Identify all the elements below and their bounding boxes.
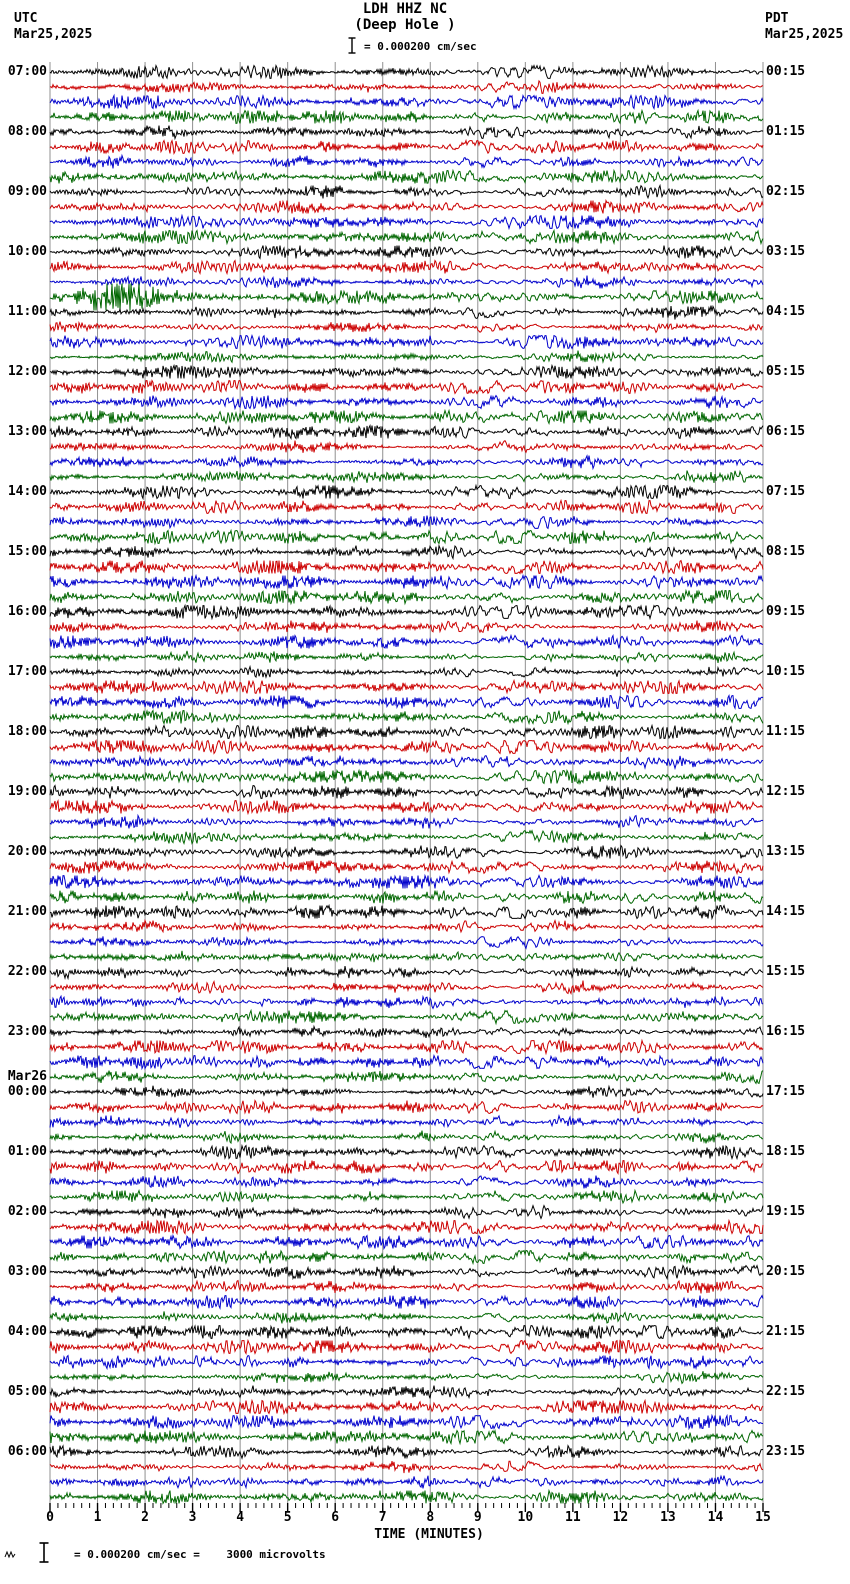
trace-row — [50, 741, 763, 754]
trace-row — [50, 201, 763, 214]
trace-row — [50, 1266, 763, 1279]
trace-row — [50, 126, 763, 139]
trace-row — [50, 1056, 763, 1069]
trace-row — [50, 906, 763, 919]
timezone-right: PDT — [765, 11, 789, 26]
trace-row — [50, 186, 763, 199]
trace-row — [50, 1371, 763, 1383]
trace-row — [50, 1386, 763, 1399]
trace-row — [50, 96, 763, 109]
trace-row — [50, 891, 763, 904]
pdt-hour-label: 21:15 — [766, 1324, 806, 1339]
utc-hour-label: 19:00 — [7, 784, 47, 799]
trace-row — [50, 1341, 763, 1354]
utc-hour-label: 04:00 — [7, 1324, 47, 1339]
utc-hour-label: 17:00 — [7, 664, 47, 679]
page-title: LDH HHZ NC — [362, 1, 448, 17]
trace-row — [50, 366, 763, 379]
trace-row — [50, 576, 763, 589]
trace-row — [50, 696, 763, 709]
minute-tick-label: 0 — [46, 1510, 54, 1525]
utc-hour-label: 21:00 — [7, 904, 47, 919]
trace-row — [50, 1071, 763, 1084]
trace-row — [50, 516, 763, 529]
trace-row — [50, 966, 763, 978]
trace-row — [50, 591, 763, 604]
trace-row — [50, 1146, 763, 1159]
pdt-hour-label: 10:15 — [766, 664, 806, 679]
minute-tick-label: 8 — [426, 1510, 435, 1525]
trace-row — [50, 1236, 763, 1249]
minute-tick-label: 7 — [378, 1510, 387, 1525]
trace-row — [50, 1191, 763, 1204]
trace-row — [50, 276, 763, 289]
utc-hour-label: 02:00 — [7, 1204, 47, 1219]
trace-row — [50, 561, 763, 574]
trace-row — [50, 1116, 763, 1128]
utc-hour-label: 14:00 — [7, 484, 47, 499]
trace-row — [50, 1491, 763, 1504]
trace-row — [50, 801, 763, 814]
utc-hour-label: 11:00 — [7, 304, 47, 319]
utc-hour-label: 08:00 — [7, 124, 47, 139]
trace-row — [50, 381, 763, 394]
pdt-hour-label: 05:15 — [766, 364, 806, 379]
utc-hour-label: 23:00 — [7, 1024, 47, 1039]
utc-hour-label: 16:00 — [7, 604, 47, 619]
minute-tick-label: 11 — [565, 1510, 581, 1525]
trace-row — [50, 141, 763, 154]
page-subtitle: (Deep Hole ) — [354, 17, 456, 33]
trace-row — [50, 171, 763, 184]
trace-row — [50, 816, 763, 829]
trace-row — [50, 711, 763, 724]
minute-tick-label: 2 — [141, 1510, 149, 1525]
trace-row — [50, 1131, 763, 1144]
trace-row — [50, 322, 763, 333]
trace-row — [50, 1206, 763, 1219]
trace-row — [50, 667, 763, 677]
trace-row — [50, 831, 763, 844]
minute-tick-label: 5 — [283, 1510, 292, 1525]
minute-tick-label: 1 — [93, 1510, 102, 1525]
trace-row — [50, 1431, 763, 1444]
trace-row — [50, 486, 763, 499]
trace-row — [50, 111, 763, 124]
trace-row — [50, 1101, 763, 1114]
minute-tick-label: 4 — [236, 1510, 245, 1525]
pdt-hour-label: 11:15 — [766, 724, 806, 739]
trace-row — [50, 66, 763, 79]
utc-hour-label: 20:00 — [7, 844, 47, 859]
pdt-hour-label: 14:15 — [766, 904, 806, 919]
minute-tick-label: 10 — [517, 1510, 534, 1525]
trace-row — [50, 1461, 763, 1473]
utc-hour-label: 10:00 — [7, 244, 47, 259]
pdt-hour-label: 01:15 — [766, 124, 806, 139]
minute-tick-label: 14 — [707, 1510, 724, 1525]
x-axis-label: TIME (MINUTES) — [374, 1527, 484, 1542]
trace-row — [50, 651, 763, 663]
trace-row — [50, 1416, 763, 1429]
utc-hour-label: 03:00 — [7, 1264, 47, 1279]
pdt-hour-label: 19:15 — [766, 1204, 806, 1219]
utc-hour-label: 06:00 — [7, 1444, 47, 1459]
minute-tick-label: 15 — [755, 1510, 771, 1525]
trace-row — [50, 1401, 763, 1414]
trace-row — [50, 1027, 763, 1038]
trace-row — [50, 426, 763, 439]
trace-row — [50, 681, 763, 694]
trace-row — [50, 336, 763, 349]
footer-wiggle-icon — [5, 1552, 15, 1557]
pdt-hour-label: 03:15 — [766, 244, 806, 259]
trace-row — [50, 261, 763, 274]
timezone-left: UTC — [14, 11, 38, 26]
trace-row — [50, 1011, 763, 1024]
trace-row — [50, 621, 763, 633]
pdt-hour-label: 07:15 — [766, 484, 806, 499]
date-left: Mar25,2025 — [14, 27, 93, 42]
trace-row — [50, 1356, 763, 1369]
minute-tick-label: 12 — [612, 1510, 629, 1525]
trace-row — [50, 726, 763, 739]
pdt-hour-label: 12:15 — [766, 784, 806, 799]
trace-row — [50, 606, 763, 619]
trace-row — [50, 861, 763, 874]
trace-row — [50, 441, 763, 453]
trace-row — [50, 231, 763, 244]
trace-row — [50, 981, 763, 994]
pdt-hour-label: 15:15 — [766, 964, 806, 979]
trace-row — [50, 1296, 763, 1309]
trace-row — [50, 396, 763, 409]
pdt-hour-label: 16:15 — [766, 1024, 806, 1039]
pdt-hour-label: 13:15 — [766, 844, 806, 859]
trace-row — [50, 411, 763, 424]
trace-row — [50, 876, 763, 889]
pdt-hour-label: 17:15 — [766, 1084, 806, 1099]
trace-row — [50, 936, 763, 948]
footer-scale-label: = 0.000200 cm/sec = 3000 microvolts — [74, 1548, 326, 1561]
trace-row — [50, 921, 763, 932]
trace-row — [50, 156, 763, 169]
utc-hour-label: 13:00 — [7, 424, 47, 439]
trace-row — [50, 546, 763, 559]
trace-row — [50, 1446, 763, 1459]
trace-row — [50, 246, 763, 259]
trace-row — [50, 471, 763, 483]
trace-row — [50, 771, 763, 784]
trace-row — [50, 636, 763, 649]
utc-hour-label: 15:00 — [7, 544, 47, 559]
utc-hour-label: 05:00 — [7, 1384, 47, 1399]
trace-row — [50, 1176, 763, 1189]
pdt-hour-label: 02:15 — [766, 184, 806, 199]
utc-hour-label: 07:00 — [7, 64, 47, 79]
pdt-hour-label: 23:15 — [766, 1444, 806, 1459]
trace-row — [50, 846, 763, 859]
trace-row — [50, 1161, 763, 1174]
minute-tick-label: 13 — [660, 1510, 676, 1525]
utc-hour-label: 09:00 — [7, 184, 47, 199]
trace-row — [50, 786, 763, 799]
trace-row — [50, 1311, 763, 1323]
trace-row — [50, 456, 763, 469]
pdt-hour-label: 06:15 — [766, 424, 806, 439]
amplitude-scale-label: = 0.000200 cm/sec — [364, 40, 477, 53]
trace-row — [50, 996, 763, 1008]
trace-row — [50, 81, 763, 94]
pdt-hour-label: 22:15 — [766, 1384, 806, 1399]
minute-tick-label: 9 — [473, 1510, 482, 1525]
pdt-hour-label: 08:15 — [766, 544, 806, 559]
pdt-hour-label: 09:15 — [766, 604, 806, 619]
pdt-hour-label: 18:15 — [766, 1144, 806, 1159]
date-break-label: Mar26 — [7, 1069, 47, 1084]
pdt-hour-label: 00:15 — [766, 64, 806, 79]
trace-row — [50, 351, 763, 363]
trace-row — [50, 1326, 763, 1339]
date-right: Mar25,2025 — [765, 27, 844, 42]
trace-row — [50, 216, 763, 229]
trace-row — [50, 1281, 763, 1294]
trace-row — [50, 531, 763, 544]
pdt-hour-label: 04:15 — [766, 304, 806, 319]
trace-row — [50, 1251, 763, 1264]
minute-tick-label: 6 — [331, 1510, 340, 1525]
utc-hour-label: 12:00 — [7, 364, 47, 379]
utc-hour-label: 22:00 — [7, 964, 47, 979]
trace-row — [50, 1086, 763, 1098]
trace-row — [50, 501, 763, 514]
trace-row — [50, 306, 763, 320]
trace-row — [50, 951, 763, 962]
trace-row — [50, 1221, 763, 1234]
pdt-hour-label: 20:15 — [766, 1264, 806, 1279]
utc-hour-label: 01:00 — [7, 1144, 47, 1159]
trace-row — [50, 1041, 763, 1054]
trace-row — [50, 284, 763, 311]
utc-hour-label: 18:00 — [7, 724, 47, 739]
utc-hour-label: 00:00 — [7, 1084, 47, 1099]
minute-tick-label: 3 — [188, 1510, 197, 1525]
trace-row — [50, 1476, 763, 1489]
trace-row — [50, 756, 763, 769]
